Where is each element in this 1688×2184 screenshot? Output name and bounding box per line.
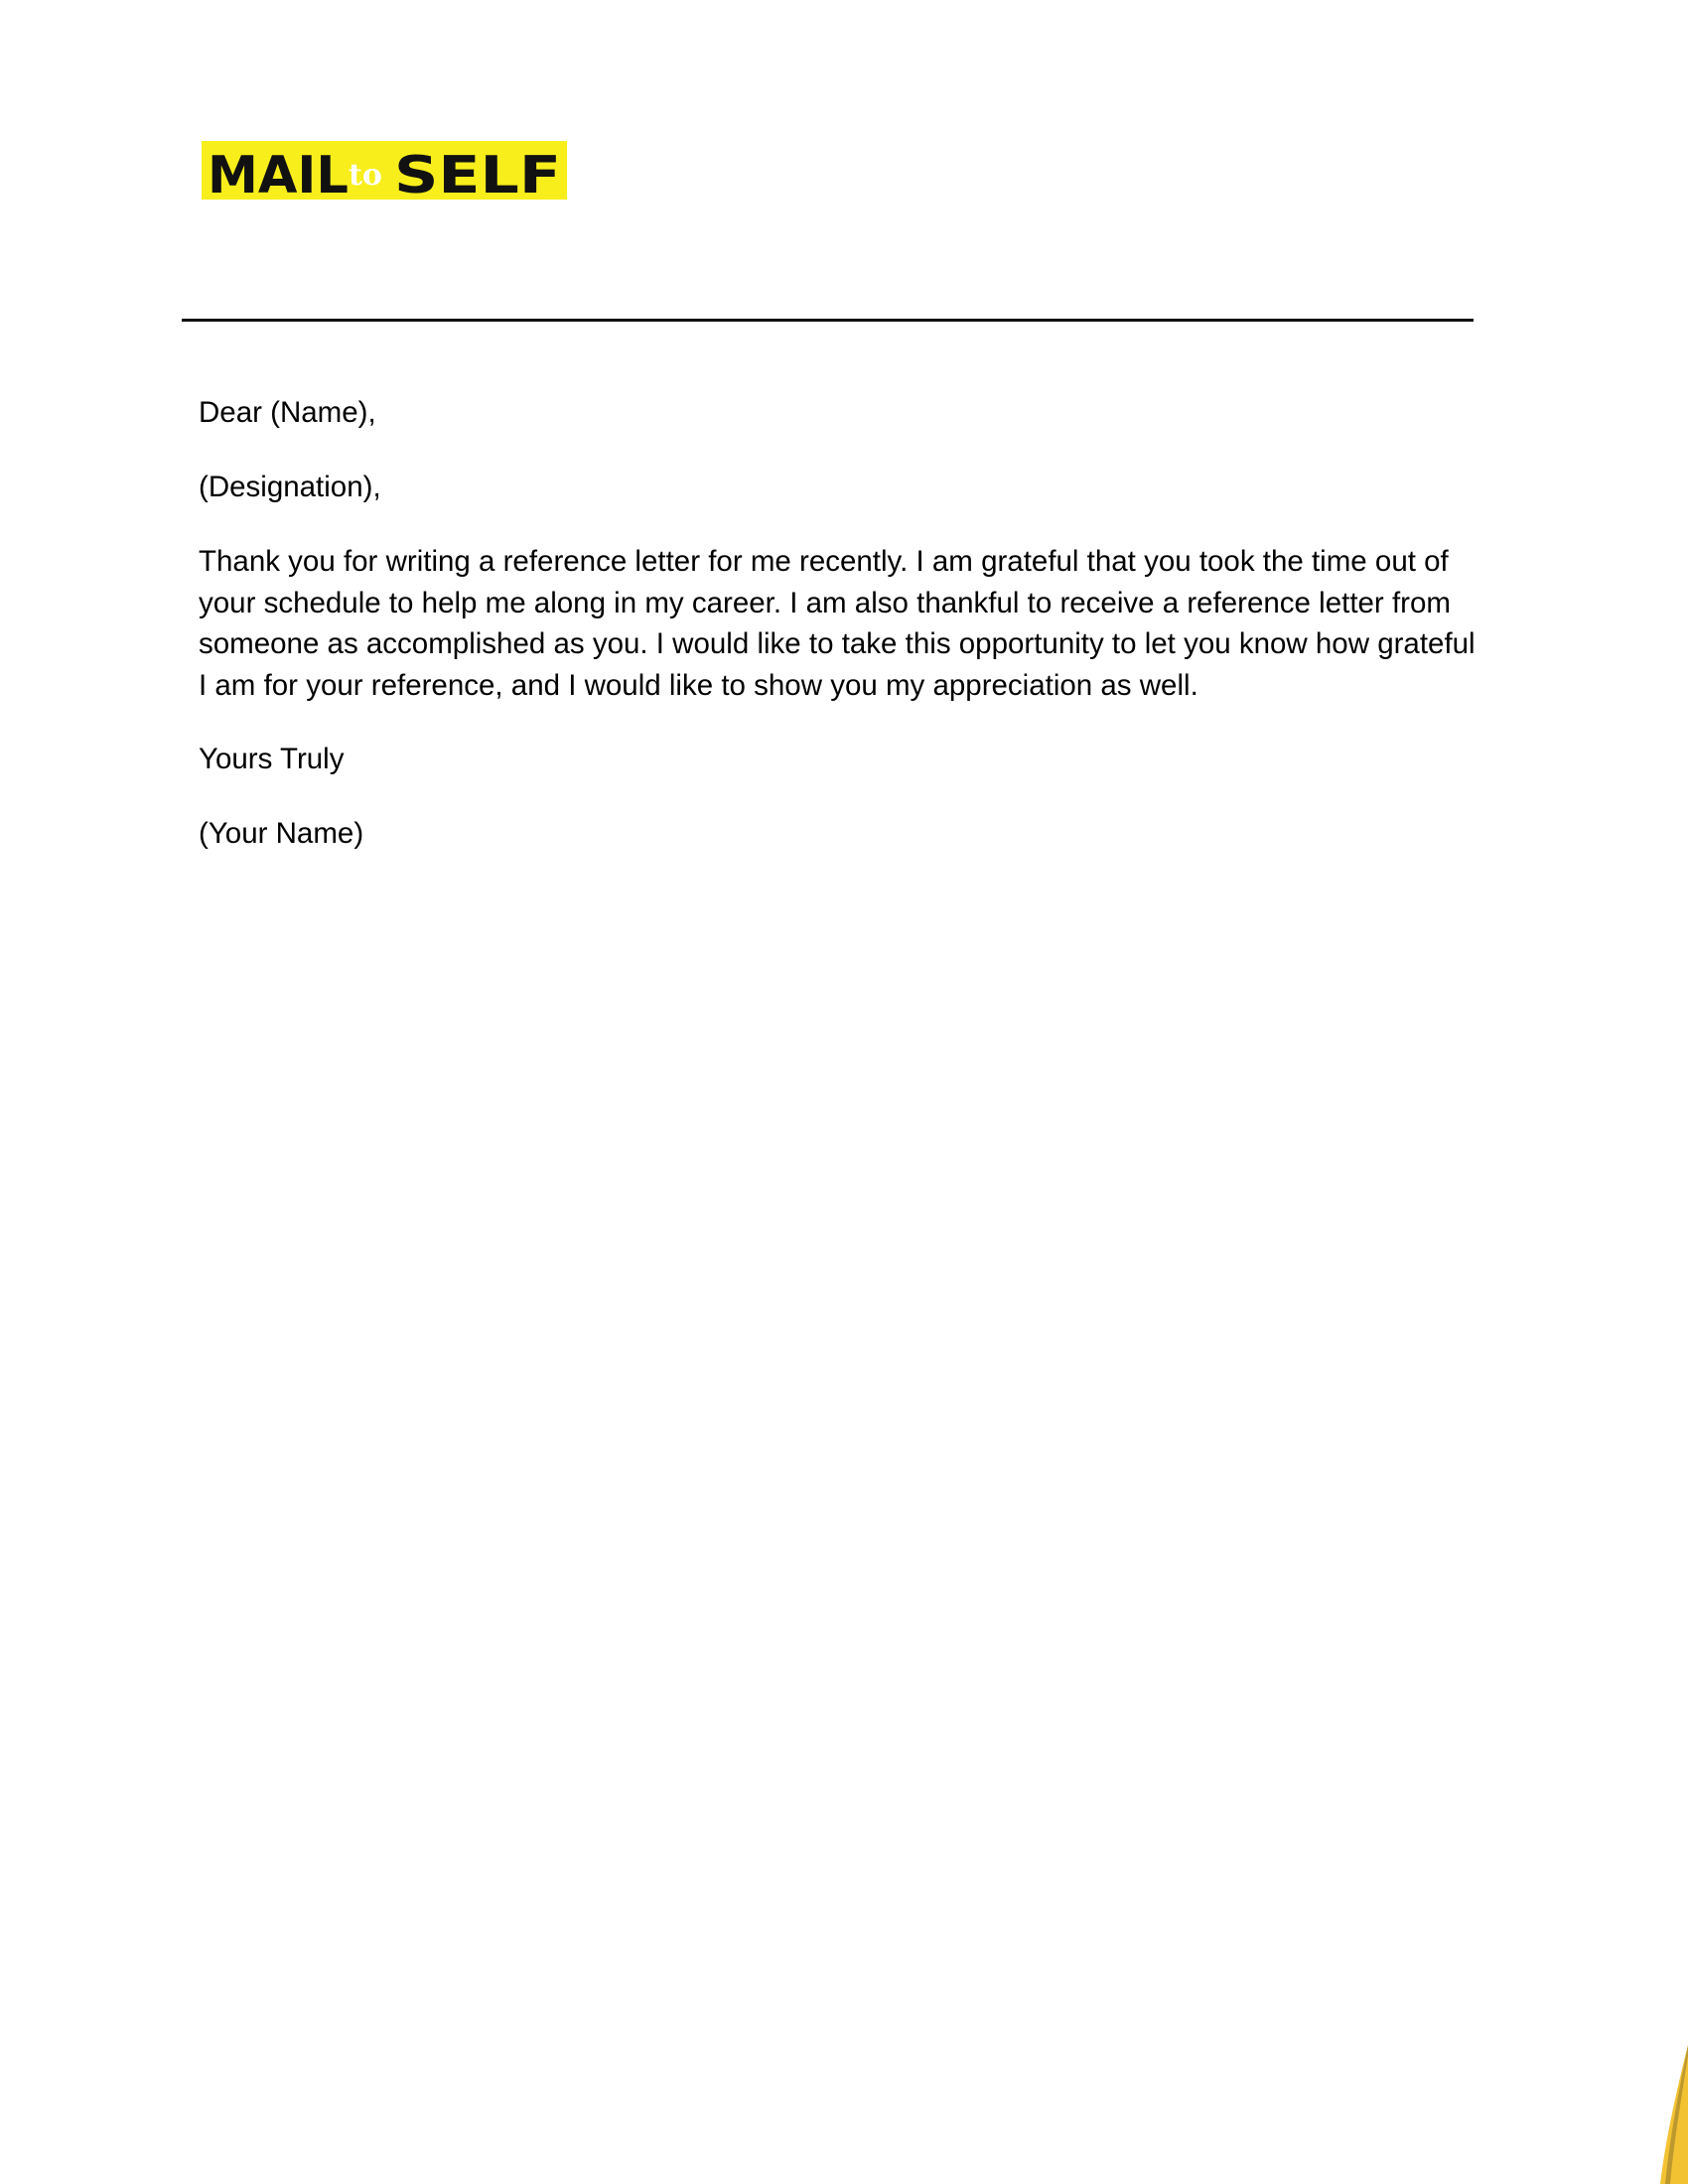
logo-text-self: SELF	[394, 146, 561, 200]
closing: Yours Truly	[199, 743, 345, 775]
letter-paragraph: Thank you for writing a reference letter for me recently. I am grateful that you took the time out of your schedule to help me along in my career. I am also thankful to receive a reference letter from someone as accomplished as you. I would like to take this opportunity to let you know how grateful I am for your reference, and I would like to show you my appreciation as well.	[199, 545, 1476, 702]
letter-body	[199, 392, 1489, 887]
header-divider	[182, 319, 1474, 322]
salutation: Dear (Name),	[199, 396, 376, 429]
logo-wordmark	[202, 141, 567, 200]
corner-swoosh-decoration	[1648, 2045, 1688, 2184]
logo-text-mail: MAIL	[208, 146, 349, 200]
logo-text-to: to	[349, 158, 382, 193]
signature: (Your Name)	[199, 817, 364, 850]
designation: (Designation),	[199, 471, 381, 503]
mail-to-self-logo	[202, 141, 567, 200]
